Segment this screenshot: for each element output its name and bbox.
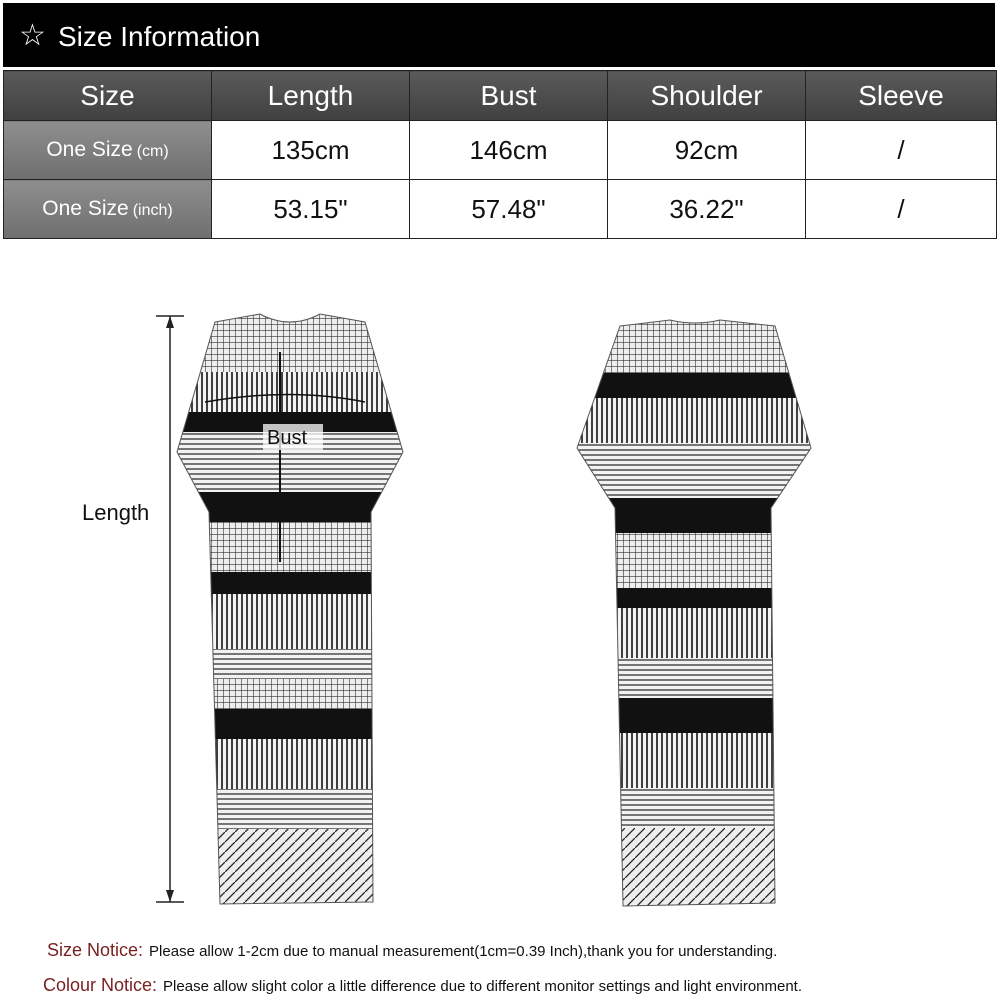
row-label-text: One Size xyxy=(46,138,133,161)
size-info-banner xyxy=(3,3,995,67)
row-label-text: One Size xyxy=(42,197,129,220)
dress-front-image xyxy=(175,312,405,912)
column-header-bust: Bust xyxy=(410,71,608,121)
column-header-sleeve: Sleeve xyxy=(806,71,997,121)
table-row-cm xyxy=(4,121,997,180)
table-header-row xyxy=(4,71,997,121)
cell-length-inch: 53.15" xyxy=(212,180,410,239)
size-notice-label: Size Notice: xyxy=(47,940,144,960)
banner-title: Size Information xyxy=(58,21,261,52)
colour-notice xyxy=(43,975,802,996)
size-notice-text: Please allow 1-2cm due to manual measurement(1cm=0.39 Inch),thank you for understanding. xyxy=(149,943,778,960)
star-outline-icon: ☆ xyxy=(19,19,46,52)
row-label-cm xyxy=(4,121,212,180)
cell-sleeve-inch: / xyxy=(806,180,997,239)
colour-notice-text: Please allow slight color a little difference due to different monitor settings and light environment. xyxy=(163,978,803,995)
cell-shoulder-inch: 36.22" xyxy=(608,180,806,239)
row-label-inch xyxy=(4,180,212,239)
column-header-shoulder: Shoulder xyxy=(608,71,806,121)
table-row-inch xyxy=(4,180,997,239)
cell-shoulder-cm: 92cm xyxy=(608,121,806,180)
cell-bust-inch: 57.48" xyxy=(410,180,608,239)
length-label: Length xyxy=(82,500,150,525)
cell-sleeve-cm: / xyxy=(806,121,997,180)
column-header-size: Size xyxy=(4,71,212,121)
cell-length-cm: 135cm xyxy=(212,121,410,180)
column-header-length: Length xyxy=(212,71,410,121)
row-unit: (cm) xyxy=(136,143,169,160)
row-unit: (inch) xyxy=(132,202,173,219)
size-table xyxy=(3,70,997,239)
bust-label: Bust xyxy=(267,427,308,449)
colour-notice-label: Colour Notice: xyxy=(43,975,158,995)
size-notice xyxy=(47,940,777,961)
dress-back-image xyxy=(575,318,815,910)
cell-bust-cm: 146cm xyxy=(410,121,608,180)
